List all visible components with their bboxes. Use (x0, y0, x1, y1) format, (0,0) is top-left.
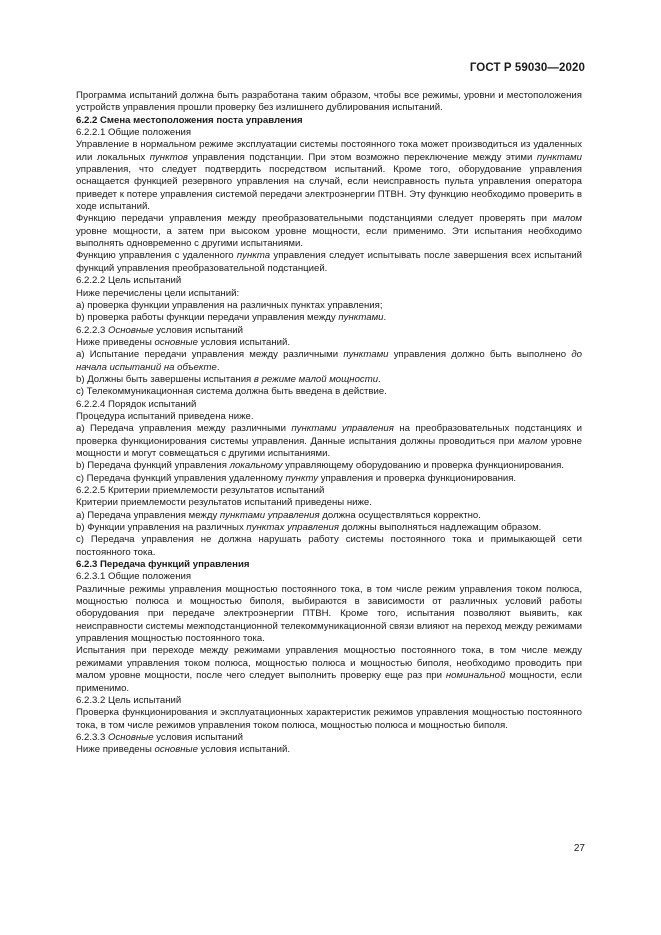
subsection-heading: 6.2.3.2 Цель испытаний (76, 694, 182, 706)
paragraph: с) Передача управления не должна нарушать работу системы постоянного тока и примыкающей сети постоянного тока. (76, 534, 582, 558)
subsection-heading: 6.2.3.3 Основные условия испытаний (76, 731, 243, 743)
paragraph: а) Передача управления между пунктами управления должна осуществляться корректно. (76, 509, 481, 521)
subsection-heading: 6.2.2.3 Основные условия испытаний (76, 324, 243, 336)
paragraph: Различные режимы управления мощностью постоянного тока, в том числе режим управления током полюса, мощностью полюса и мощностью биполя, выбираются в зависимости от различных условий работы оборудования при передаче электроэнергии ПТВН. Кроме того, испытания позволяют выявить, как неисправности системы межподстанционной телекоммуникационной связи влияют на переход между режимами управления мощностью постоянного тока. (76, 583, 582, 645)
paragraph: Ниже перечислены цели испытаний: (76, 287, 240, 299)
paragraph: а) Испытание передачи управления между различными пунктами управления должно быть выполнено до начала испытаний на объекте. (76, 349, 582, 373)
paragraph: с) Передача функций управления удаленному пункту управления и проверка функционирования. (76, 472, 517, 484)
paragraph: Критерии приемлемости результатов испытаний приведены ниже. (76, 497, 372, 509)
paragraph: с) Телекоммуникационная система должна быть введена в действие. (76, 386, 387, 398)
document-body (76, 90, 582, 757)
subsection-heading: 6.2.2.2 Цель испытаний (76, 275, 182, 287)
subsection-heading: 6.2.2.1 Общие положения (76, 127, 192, 139)
paragraph: Испытания при переходе между режимами управления мощностью постоянного тока, в том числе между режимами управления током полюса, мощностью полюса и мощностью биполя, необходимо проводить при малом уровне мощности, после чего следует выполнить проверку еще раз при номинальной мощности, если применимо. (76, 645, 582, 694)
paragraph: а) Передача управления между различными пунктами управления на преобразовательных подстанциях и проверка функционирования системы управления. Данные испытания должны проводиться при малом уровне мощности и могут совмещаться с другими испытаниями. (76, 423, 583, 459)
paragraph: Управление в нормальном режиме эксплуатации системы постоянного тока может производиться из удаленных или локальных пунктов управления подстанции. При этом возможно переключение между этими пунктами управления, что следует подтвердить посредством испытаний. Кроме того, оборудование управления оснащается функцией резервного управления на случай, если неисправность пульта управления оператора приведет к потере управления системой передачи электроэнергии ПТВН. Эту функцию необходимо проверить в ходе испытаний. (76, 139, 582, 213)
paragraph: b) Функции управления на различных пунктах управления должны выполняться надлежащим образом. (76, 522, 542, 534)
paragraph: Проверка функционирования и эксплуатационных характеристик режимов управления мощностью постоянного тока, в том числе режимов управления током полюса, мощностью полюса и мощностью биполя. (76, 707, 582, 731)
paragraph: Процедура испытаний приведена ниже. (76, 410, 254, 422)
paragraph: Ниже приведены основные условия испытаний. (76, 744, 291, 756)
paragraph: b) проверка работы функции передачи управления между пунктами. (76, 312, 387, 324)
section-heading: 6.2.2 Смена местоположения поста управления (76, 114, 303, 126)
paragraph: а) проверка функции управления на различных пунктах управления; (76, 299, 383, 311)
subsection-heading: 6.2.2.5 Критерии приемлемости результатов испытаний (76, 485, 325, 496)
subsection-heading: 6.2.2.4 Порядок испытаний (76, 398, 197, 410)
paragraph: Функцию управления с удаленного пункта управления следует испытывать после завершения всех испытаний функций управления преобразовательной подстанцией. (76, 250, 583, 274)
subsection-heading: 6.2.3.1 Общие положения (76, 571, 192, 583)
section-heading: 6.2.3 Передача функций управления (76, 559, 250, 571)
page-number: 27 (573, 843, 585, 854)
paragraph: Функцию передачи управления между преобразовательными подстанциями следует проверять при малом уровне мощности, а затем при высоком уровне мощности, если применимо. Эти испытания необходимо выполнять одновременно с другими испытаниями. (76, 213, 582, 250)
paragraph: b) Передача функций управления локальному управляющему оборудованию и проверка функционирования. (76, 460, 564, 472)
paragraph: Ниже приведены основные условия испытаний. (76, 336, 291, 348)
paragraph: b) Должны быть завершены испытания в режиме малой мощности. (76, 373, 381, 385)
document-header: ГОСТ Р 59030—2020 (469, 62, 585, 74)
paragraph: Программа испытаний должна быть разработана таким образом, чтобы все режимы, уровни и местоположения устройств управления прошли проверку без излишнего дублирования испытаний. (76, 90, 582, 114)
